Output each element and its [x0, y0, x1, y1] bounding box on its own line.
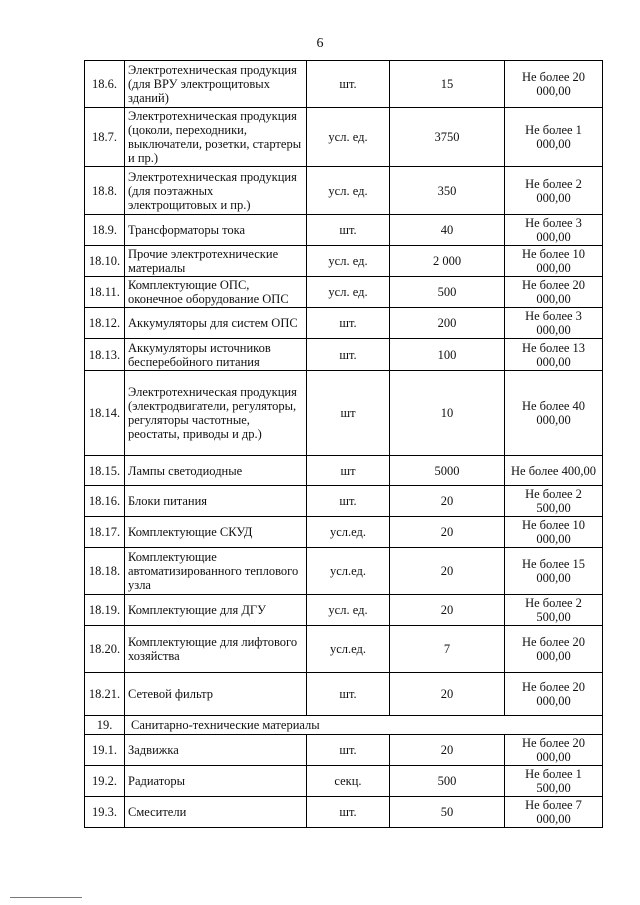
- item-quantity: 500: [390, 277, 505, 308]
- item-quantity: 20: [390, 735, 505, 766]
- item-price: Не более 20 000,00: [505, 735, 603, 766]
- section-title: Санитарно-технические материалы: [125, 716, 603, 735]
- item-price: Не более 2 500,00: [505, 595, 603, 626]
- item-unit: усл. ед.: [307, 595, 390, 626]
- item-price: Не более 2 500,00: [505, 486, 603, 517]
- specification-table: [84, 60, 603, 828]
- item-unit: шт: [307, 371, 390, 456]
- table-row: [85, 277, 603, 308]
- item-quantity: 20: [390, 486, 505, 517]
- table-row: [85, 246, 603, 277]
- row-number: 18.7.: [85, 108, 125, 167]
- item-name: Лампы светодиодные: [125, 456, 307, 486]
- item-quantity: 2 000: [390, 246, 505, 277]
- item-price: Не более 3 000,00: [505, 308, 603, 339]
- row-number: 18.16.: [85, 486, 125, 517]
- item-unit: шт.: [307, 215, 390, 246]
- table-row: [85, 108, 603, 167]
- row-number: 18.15.: [85, 456, 125, 486]
- item-name: Блоки питания: [125, 486, 307, 517]
- item-quantity: 50: [390, 797, 505, 828]
- item-name: Аккумуляторы для систем ОПС: [125, 308, 307, 339]
- item-unit: усл.ед.: [307, 517, 390, 548]
- item-quantity: 15: [390, 61, 505, 108]
- item-unit: шт.: [307, 486, 390, 517]
- item-quantity: 20: [390, 595, 505, 626]
- item-unit: усл.ед.: [307, 626, 390, 673]
- item-unit: шт.: [307, 673, 390, 716]
- table-row: [85, 371, 603, 456]
- item-unit: усл. ед.: [307, 277, 390, 308]
- table-row: [85, 673, 603, 716]
- table-row: [85, 595, 603, 626]
- row-number: 18.13.: [85, 339, 125, 371]
- item-name: Комплектующие СКУД: [125, 517, 307, 548]
- table-row: [85, 456, 603, 486]
- item-quantity: 5000: [390, 456, 505, 486]
- row-number: 18.20.: [85, 626, 125, 673]
- row-number: 19.2.: [85, 766, 125, 797]
- item-unit: шт.: [307, 797, 390, 828]
- row-number: 18.21.: [85, 673, 125, 716]
- item-name: Задвижка: [125, 735, 307, 766]
- table-row: [85, 167, 603, 215]
- table-row: [85, 735, 603, 766]
- item-unit: шт.: [307, 308, 390, 339]
- item-price: Не более 2 000,00: [505, 167, 603, 215]
- item-unit: шт: [307, 456, 390, 486]
- table-row: [85, 766, 603, 797]
- item-price: Не более 10 000,00: [505, 517, 603, 548]
- item-quantity: 200: [390, 308, 505, 339]
- item-name: Комплектующие для лифтового хозяйства: [125, 626, 307, 673]
- item-unit: усл. ед.: [307, 167, 390, 215]
- item-name: Электротехническая продукция (электродвигатели, регуляторы, регуляторы частотные, реостаты, приводы и др.): [125, 371, 307, 456]
- item-unit: усл. ед.: [307, 246, 390, 277]
- table-row: [85, 215, 603, 246]
- table-row: [85, 548, 603, 595]
- item-price: Не более 13 000,00: [505, 339, 603, 371]
- item-price: Не более 20 000,00: [505, 61, 603, 108]
- row-number: 18.9.: [85, 215, 125, 246]
- row-number: 18.6.: [85, 61, 125, 108]
- row-number: 18.19.: [85, 595, 125, 626]
- item-price: Не более 7 000,00: [505, 797, 603, 828]
- item-name: Прочие электротехнические материалы: [125, 246, 307, 277]
- row-number: 18.8.: [85, 167, 125, 215]
- item-unit: усл.ед.: [307, 548, 390, 595]
- table-row: [85, 626, 603, 673]
- table-row: [85, 61, 603, 108]
- item-name: Электротехническая продукция (для ВРУ электрощитовых зданий): [125, 61, 307, 108]
- item-quantity: 20: [390, 548, 505, 595]
- table-row: [85, 486, 603, 517]
- item-price: Не более 1 000,00: [505, 108, 603, 167]
- item-quantity: 10: [390, 371, 505, 456]
- item-price: Не более 3 000,00: [505, 215, 603, 246]
- table-row: [85, 797, 603, 828]
- row-number: 18.12.: [85, 308, 125, 339]
- item-quantity: 20: [390, 673, 505, 716]
- item-name: Электротехническая продукция (цоколи, переходники, выключатели, розетки, стартеры и пр.): [125, 108, 307, 167]
- item-quantity: 20: [390, 517, 505, 548]
- table-row: [85, 339, 603, 371]
- item-price: Не более 20 000,00: [505, 626, 603, 673]
- item-quantity: 100: [390, 339, 505, 371]
- table-row: [85, 517, 603, 548]
- item-price: Не более 1 500,00: [505, 766, 603, 797]
- row-number: 18.10.: [85, 246, 125, 277]
- section-number: 19.: [85, 716, 125, 735]
- item-unit: усл. ед.: [307, 108, 390, 167]
- item-unit: секц.: [307, 766, 390, 797]
- item-price: Не более 20 000,00: [505, 277, 603, 308]
- item-name: Радиаторы: [125, 766, 307, 797]
- row-number: 18.18.: [85, 548, 125, 595]
- footer-divider: [10, 897, 82, 898]
- item-name: Комплектующие автоматизированного теплового узла: [125, 548, 307, 595]
- section-row: [85, 716, 603, 735]
- item-price: Не более 20 000,00: [505, 673, 603, 716]
- item-price: Не более 15 000,00: [505, 548, 603, 595]
- item-unit: шт.: [307, 735, 390, 766]
- row-number: 19.3.: [85, 797, 125, 828]
- item-quantity: 350: [390, 167, 505, 215]
- item-name: Сетевой фильтр: [125, 673, 307, 716]
- item-quantity: 500: [390, 766, 505, 797]
- page-number: 6: [316, 36, 324, 51]
- item-name: Комплектующие для ДГУ: [125, 595, 307, 626]
- table-row: [85, 308, 603, 339]
- item-name: Комплектующие ОПС, оконечное оборудование ОПС: [125, 277, 307, 308]
- item-name: Электротехническая продукция (для поэтажных электрощитовых и пр.): [125, 167, 307, 215]
- row-number: 18.17.: [85, 517, 125, 548]
- item-price: Не более 10 000,00: [505, 246, 603, 277]
- item-quantity: 40: [390, 215, 505, 246]
- row-number: 19.1.: [85, 735, 125, 766]
- row-number: 18.11.: [85, 277, 125, 308]
- item-price: Не более 40 000,00: [505, 371, 603, 456]
- item-name: Смесители: [125, 797, 307, 828]
- item-quantity: 7: [390, 626, 505, 673]
- item-name: Аккумуляторы источников бесперебойного питания: [125, 339, 307, 371]
- item-unit: шт.: [307, 61, 390, 108]
- item-price: Не более 400,00: [505, 456, 603, 486]
- item-quantity: 3750: [390, 108, 505, 167]
- item-name: Трансформаторы тока: [125, 215, 307, 246]
- item-unit: шт.: [307, 339, 390, 371]
- row-number: 18.14.: [85, 371, 125, 456]
